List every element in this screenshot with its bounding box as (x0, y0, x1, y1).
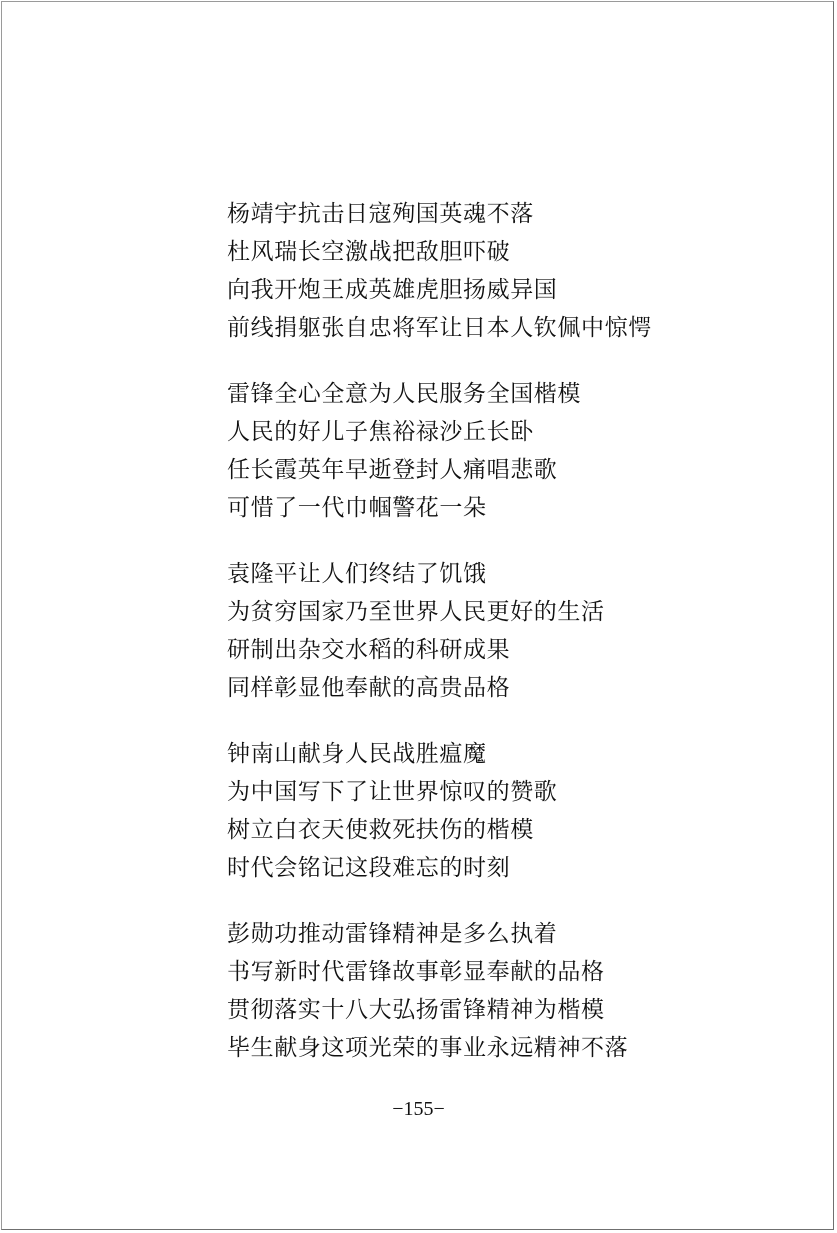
stanza-5 (227, 915, 787, 1067)
stanza-1 (227, 195, 787, 347)
page-number: −155− (392, 1098, 445, 1120)
poem-body (227, 195, 787, 1095)
poem-line: 树立白衣天使救死扶伤的楷模 (227, 817, 534, 843)
poem-line: 彭勋功推动雷锋精神是多么执着 (227, 921, 558, 947)
stanza-2 (227, 375, 787, 527)
poem-line: 钟南山献身人民战胜瘟魔 (227, 741, 487, 767)
poem-line: 毕生献身这项光荣的事业永远精神不落 (227, 1035, 629, 1061)
poem-line: 时代会铭记这段难忘的时刻 (227, 855, 511, 881)
poem-line: 杜风瑞长空激战把敌胆吓破 (227, 239, 511, 265)
poem-line: 为中国写下了让世界惊叹的赞歌 (227, 779, 558, 805)
poem-line: 书写新时代雷锋故事彰显奉献的品格 (227, 959, 605, 985)
poem-line: 前线捐躯张自忠将军让日本人钦佩中惊愕 (227, 315, 652, 341)
stanza-4 (227, 735, 787, 887)
poem-line: 雷锋全心全意为人民服务全国楷模 (227, 381, 581, 407)
poem-line: 人民的好儿子焦裕禄沙丘长卧 (227, 419, 534, 445)
poem-line: 向我开炮王成英雄虎胆扬威异国 (227, 277, 558, 303)
poem-line: 同样彰显他奉献的高贵品格 (227, 675, 511, 701)
poem-line: 任长霞英年早逝登封人痛唱悲歌 (227, 457, 558, 483)
poem-line: 可惜了一代巾帼警花一朵 (227, 495, 487, 521)
poem-line: 贯彻落实十八大弘扬雷锋精神为楷模 (227, 997, 605, 1023)
poem-line: 研制出杂交水稻的科研成果 (227, 637, 511, 663)
poem-line: 为贫穷国家乃至世界人民更好的生活 (227, 599, 605, 625)
poem-line: 杨靖宇抗击日寇殉国英魂不落 (227, 201, 534, 227)
poem-line: 袁隆平让人们终结了饥饿 (227, 561, 487, 587)
stanza-3 (227, 555, 787, 707)
